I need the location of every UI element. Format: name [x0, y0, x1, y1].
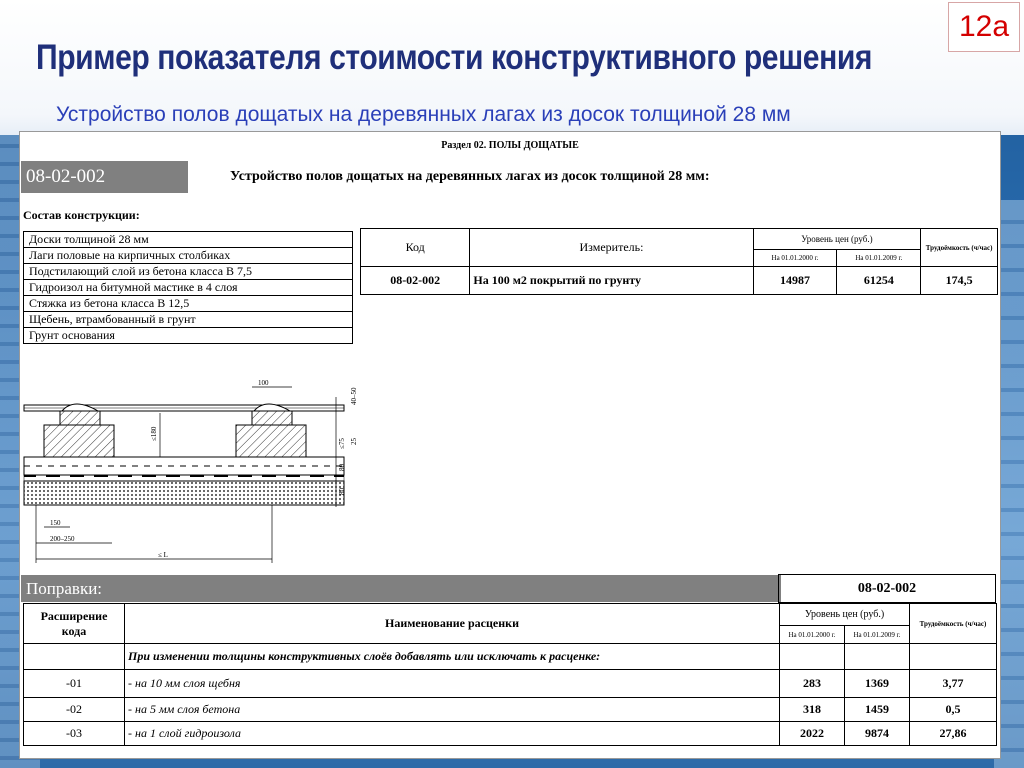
col-price-2000-header: На 01.01.2000 г.: [780, 626, 845, 644]
slide-subtitle: Устройство полов дощатых на деревянных лагах из досок толщиной 28 мм: [56, 103, 791, 126]
joist-left: [44, 404, 114, 457]
col-price-2009-header: На 01.01.2009 г.: [845, 626, 910, 644]
row-name: - на 1 слой гидроизола: [125, 722, 780, 746]
row-code: 08-02-002: [361, 267, 470, 295]
dim-L: ≤ L: [158, 551, 168, 559]
layer-item: Грунт основания: [24, 328, 353, 344]
dim-40-50: 40–50: [350, 387, 358, 405]
main-price-table: [360, 228, 998, 295]
row-price-2009: 61254: [837, 267, 921, 295]
slide-title: Пример показателя стоимости конструктивного решения: [36, 38, 873, 77]
row-labor: 0,5: [910, 698, 997, 722]
row-price-2000: 283: [780, 670, 845, 698]
col-ext-header: Расширение кода: [24, 604, 125, 644]
corrections-table: [23, 603, 997, 746]
joist-right: [236, 404, 306, 457]
layer-item: Щебень, втрамбованный в грунт: [24, 312, 353, 328]
col-name-header: Наименование расценки: [125, 604, 780, 644]
dim-100: 100: [258, 379, 269, 387]
row-labor: 27,86: [910, 722, 997, 746]
col-code-header: Код: [361, 229, 470, 267]
row-name: - на 5 мм слоя бетона: [125, 698, 780, 722]
slide-number-badge: 12a: [948, 2, 1020, 52]
corrections-title: Поправки:: [21, 575, 781, 602]
row-ext: -02: [24, 698, 125, 722]
corrections-note: При изменении толщины конструктивных слоёв добавлять или исключать к расценке:: [125, 644, 780, 670]
layer-item: Доски толщиной 28 мм: [24, 232, 353, 248]
row-unit: На 100 м2 покрытий по грунту: [470, 267, 753, 295]
row-name: - на 10 мм слоя щебня: [125, 670, 780, 698]
row-ext: -01: [24, 670, 125, 698]
col-labor-header: Трудоёмкость (ч/час): [921, 229, 998, 267]
price-sheet: [19, 131, 1001, 759]
code-box: 08-02-002: [21, 161, 188, 193]
code-description: Устройство полов дощатых на деревянных лагах из досок толщиной 28 мм:: [230, 169, 710, 184]
col-price-header: Уровень цен (руб.): [780, 604, 910, 626]
col-price-2000-header: На 01.01.2000 г.: [753, 250, 837, 267]
layer-item: Стяжка из бетона класса В 12,5: [24, 296, 353, 312]
dim-80a: 80: [338, 464, 346, 471]
dim-180: ≤180: [150, 426, 158, 441]
corrections-code: 08-02-002: [778, 574, 996, 603]
layer-item: Гидроизол на битумной мастике в 4 слоя: [24, 280, 353, 296]
col-price-2009-header: На 01.01.2009 г.: [837, 250, 921, 267]
dim-80b: 80: [338, 488, 346, 495]
dim-200-250: 200–250: [50, 535, 75, 543]
col-unit-header: Измеритель:: [470, 229, 753, 267]
table-row: [24, 670, 997, 698]
row-ext: -03: [24, 722, 125, 746]
row-price-2000: 2022: [780, 722, 845, 746]
floor-cross-section-drawing: [22, 377, 360, 567]
composition-label: Состав конструкции:: [23, 208, 140, 222]
layers-list: [23, 231, 353, 344]
layer-item: Лаги половые на кирпичных столбиках: [24, 248, 353, 264]
row-price-2009: 1369: [845, 670, 910, 698]
col-price-header: Уровень цен (руб.): [753, 229, 921, 250]
row-price-2009: 9874: [845, 722, 910, 746]
section-heading: Раздел 02. ПОЛЫ ДОЩАТЫЕ: [441, 140, 579, 151]
row-price-2000: 318: [780, 698, 845, 722]
dim-25: 25: [350, 438, 358, 445]
row-price-2009: 1459: [845, 698, 910, 722]
col-labor-header: Трудоёмкость (ч/час): [910, 604, 997, 644]
row-labor: 174,5: [921, 267, 998, 295]
dim-75: ≤75: [338, 438, 346, 449]
row-price-2000: 14987: [753, 267, 837, 295]
table-row: [24, 722, 997, 746]
layer-item: Подстилающий слой из бетона класса В 7,5: [24, 264, 353, 280]
table-row: [24, 698, 997, 722]
dim-150: 150: [50, 519, 61, 527]
row-labor: 3,77: [910, 670, 997, 698]
